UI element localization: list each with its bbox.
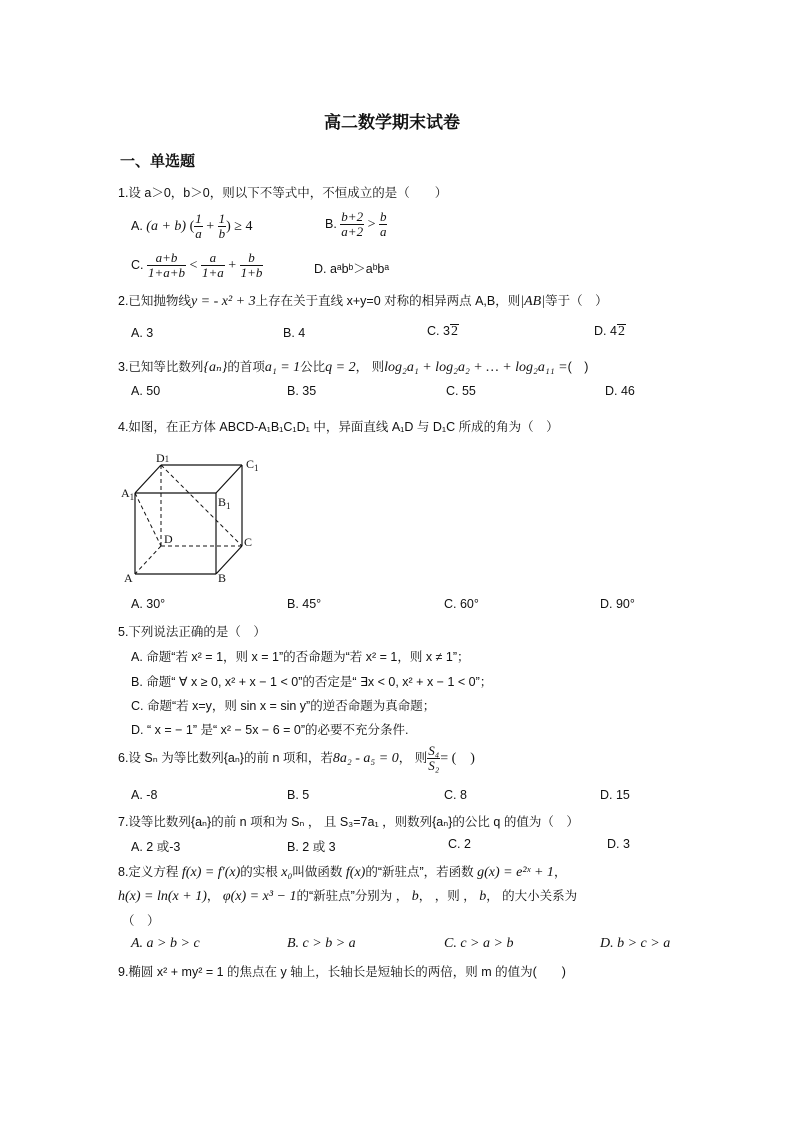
question-8-line-1: 8.定义方程 f(x) = f′(x)的实根 x₀叫做函数 f(x)的“新驻点”，若函数 g(x) = e²ˣ + 1， <box>118 865 567 880</box>
question-4-option-a: A. 30° <box>131 597 166 611</box>
question-6-option-a: A. -8 <box>131 788 158 802</box>
question-7-stem: 7.设等比数列{aₙ}的前 n 项和为 Sₙ ， 且 S₃=7a₁ ，则数列{aₙ}的公比 q 的值为（ ） <box>118 815 579 829</box>
question-8-option-d: D. b > c > a <box>600 936 671 951</box>
question-9-stem: 9.椭圆 x² + my² = 1 的焦点在 y 轴上，长轴长是短轴长的两倍，则 m 的值为( ) <box>118 965 566 979</box>
question-4-option-c: C. 60° <box>444 597 479 611</box>
question-3-option-b: B. 35 <box>287 384 317 398</box>
question-6-option-d: D. 15 <box>600 788 630 802</box>
section-heading: 一、单选题 <box>120 153 196 170</box>
question-4-stem: 4.如图，在正方体 ABCD-A₁B₁C₁D₁ 中，异面直线 A₁D 与 D₁C 所成的角为（ ） <box>118 420 559 434</box>
page-title: 高二数学期末试卷 <box>324 113 460 132</box>
question-7-option-a: A. 2 或-3 <box>131 840 181 854</box>
question-3-option-a: A. 50 <box>131 384 161 398</box>
question-1-option-c: C. $\frac{a+b}{1+a+b}$ < $\frac{a}{1+a}$ + $\frac{b}{1+b}$ <box>131 250 263 280</box>
label-a1: $A_1$ <box>121 486 135 502</box>
question-2-option-d: D. 42 <box>594 324 625 339</box>
label-d1: D1 <box>156 451 170 465</box>
question-1-option-d: D. aᵃbᵇ＞aᵇbᵃ <box>314 262 390 276</box>
cube-figure <box>118 448 278 588</box>
question-6-option-c: C. 8 <box>444 788 467 802</box>
question-8-line-2: h(x) = ln(x + 1)， φ(x) = x³ − 1的“新驻点”分别为 ， b， ，则 ， b， 的大小关系为 <box>118 889 578 904</box>
question-1-option-b: B. $\frac{b+2}{a+2}$ > $\frac{b}{a}$ <box>325 209 387 239</box>
question-4-option-b: B. 45° <box>287 597 322 611</box>
label-c: C <box>244 535 253 549</box>
question-8-option-b: B. c > b > a <box>287 936 356 951</box>
question-6-option-b: B. 5 <box>287 788 310 802</box>
question-3-stem: 3.已知等比数列{aₙ}的首项a₁ = 1公比q = 2， 则log₂a₁ + log₂a₂ + … + log₂a₁₁ =( ) <box>118 360 589 375</box>
label-d: D <box>164 532 173 546</box>
question-7-option-b: B. 2 或 3 <box>287 840 336 854</box>
question-5-option-d: D. “ x = − 1” 是“ x² − 5x − 6 = 0”的必要不充分条件. <box>131 723 409 737</box>
question-7-option-d: D. 3 <box>607 837 630 851</box>
question-8-option-c: C. c > a > b <box>444 936 514 951</box>
label-b: B <box>218 571 227 585</box>
question-4-option-d: D. 90° <box>600 597 635 611</box>
label-c1: $C_1$ <box>246 457 259 473</box>
question-6-stem: 6.设 Sₙ 为等比数列{aₙ}的前 n 项和，若8a₂ - a₅ = 0， 则 $\frac{\text{S₄}}{\text{S₂}}$ = ( ) <box>118 743 475 773</box>
question-5-option-a: A. 命题“若 x² = 1，则 x = 1”的否命题为“若 x² = 1，则 x ≠ 1”； <box>131 650 470 664</box>
label-b1: $B_1$ <box>218 495 231 511</box>
question-5-option-b: B. 命题“ ∀ x ≥ 0, x² + x − 1 < 0”的否定是“ ∃x < 0, x² + x − 1 < 0”； <box>131 675 493 689</box>
question-1-stem: 1.设 a＞0，b＞0，则以下不等式中，不恒成立的是（ ） <box>118 186 448 200</box>
question-5-stem: 5.下列说法正确的是（ ） <box>118 625 266 639</box>
label-a: A <box>124 571 133 585</box>
question-5-option-c: C. 命题“若 x=y，则 sin x = sin y”的逆否命题为真命题； <box>131 699 436 713</box>
question-2-stem: 2.已知抛物线y = - x² + 3上存在关于直线 x+y=0 对称的相异两点 A,B，则|AB|等于（ ） <box>118 294 608 309</box>
question-3-option-c: C. 55 <box>446 384 476 398</box>
question-2-option-c: C. 32 <box>427 324 458 339</box>
question-2-option-b: B. 4 <box>283 326 306 340</box>
question-3-option-d: D. 46 <box>605 384 635 398</box>
question-1-option-a: A. (a + b) ( $\frac{1}{a}$ + $\frac{1}{b}$ ) ≥ 4 <box>131 211 253 241</box>
question-8-option-a: A. a > b > c <box>131 936 200 951</box>
question-8-line-3: （ ） <box>122 914 160 928</box>
question-2-option-a: A. 3 <box>131 326 154 340</box>
question-7-option-c: C. 2 <box>448 837 471 851</box>
